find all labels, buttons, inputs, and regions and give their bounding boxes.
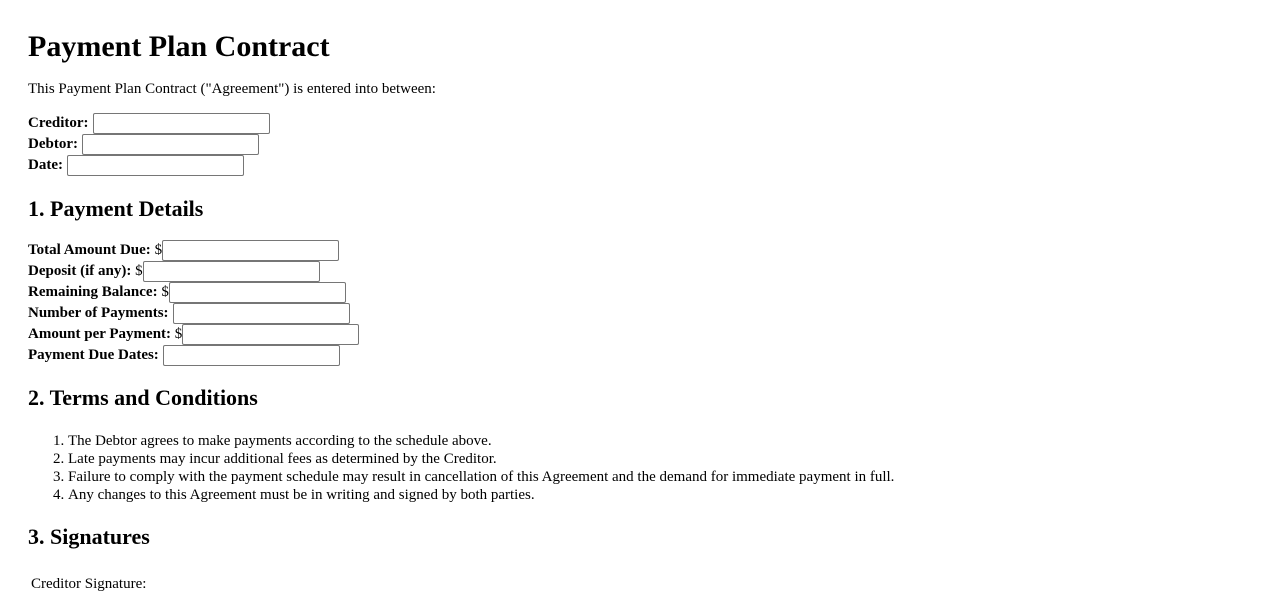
number-of-payments-row xyxy=(28,303,1278,324)
terms-list-item: 4. Any changes to this Agreement must be in writing and signed by both parties. xyxy=(68,486,1278,504)
payment-details-section xyxy=(28,240,1278,366)
creditor-label: Creditor: xyxy=(28,115,89,131)
debtor-label: Debtor: xyxy=(28,136,78,152)
creditor-input[interactable] xyxy=(93,113,270,134)
currency-symbol: $ xyxy=(174,326,183,342)
due-dates-label: Payment Due Dates: xyxy=(28,347,159,363)
intro-text: This Payment Plan Contract ("Agreement") is entered into between: xyxy=(28,81,436,97)
currency-symbol: $ xyxy=(154,242,163,258)
total-amount-input[interactable] xyxy=(162,240,339,261)
remaining-balance-row xyxy=(28,282,1278,303)
amount-per-payment-input[interactable] xyxy=(182,324,359,345)
amount-per-payment-row xyxy=(28,324,1278,345)
due-dates-row xyxy=(28,345,1278,366)
deposit-label: Deposit (if any): xyxy=(28,263,132,279)
deposit-input[interactable] xyxy=(143,261,320,282)
debtor-input[interactable] xyxy=(82,134,259,155)
creditor-row xyxy=(28,113,1278,134)
currency-symbol: $ xyxy=(161,284,169,300)
date-row xyxy=(28,155,1278,176)
total-amount-currency xyxy=(151,240,162,261)
total-amount-row xyxy=(28,240,1278,261)
parties-section xyxy=(28,113,1278,176)
number-of-payments-input[interactable] xyxy=(173,303,350,324)
number-of-payments-label: Number of Payments: xyxy=(28,305,169,321)
due-dates-input[interactable] xyxy=(163,345,340,366)
signatures-heading: 3. Signatures xyxy=(28,524,150,549)
date-label: Date: xyxy=(28,157,63,173)
remaining-balance-label: Remaining Balance: xyxy=(28,284,158,300)
amount-per-payment-currency xyxy=(171,324,182,345)
payment-details-heading: 1. Payment Details xyxy=(28,196,204,221)
remaining-balance-currency xyxy=(158,282,169,303)
creditor-signature-label: Creditor Signature: xyxy=(31,576,147,592)
deposit-currency xyxy=(131,261,142,282)
amount-per-payment-label: Amount per Payment: xyxy=(28,326,172,342)
terms-list-item: 1. The Debtor agrees to make payments according to the schedule above. xyxy=(68,432,1278,450)
currency-symbol: $ xyxy=(135,263,143,279)
debtor-row xyxy=(28,134,1278,155)
terms-list xyxy=(28,432,1278,504)
remaining-balance-input[interactable] xyxy=(169,282,346,303)
terms-list-item: 3. Failure to comply with the payment schedule may result in cancellation of this Agreement and the demand for immediate payment in full. xyxy=(68,468,1278,486)
terms-heading: 2. Terms and Conditions xyxy=(28,385,258,410)
deposit-row xyxy=(28,261,1278,282)
page-title: Payment Plan Contract xyxy=(28,30,330,63)
terms-list-item: 2. Late payments may incur additional fees as determined by the Creditor. xyxy=(68,450,1278,468)
total-amount-label: Total Amount Due: xyxy=(28,242,151,258)
date-input[interactable] xyxy=(67,155,244,176)
